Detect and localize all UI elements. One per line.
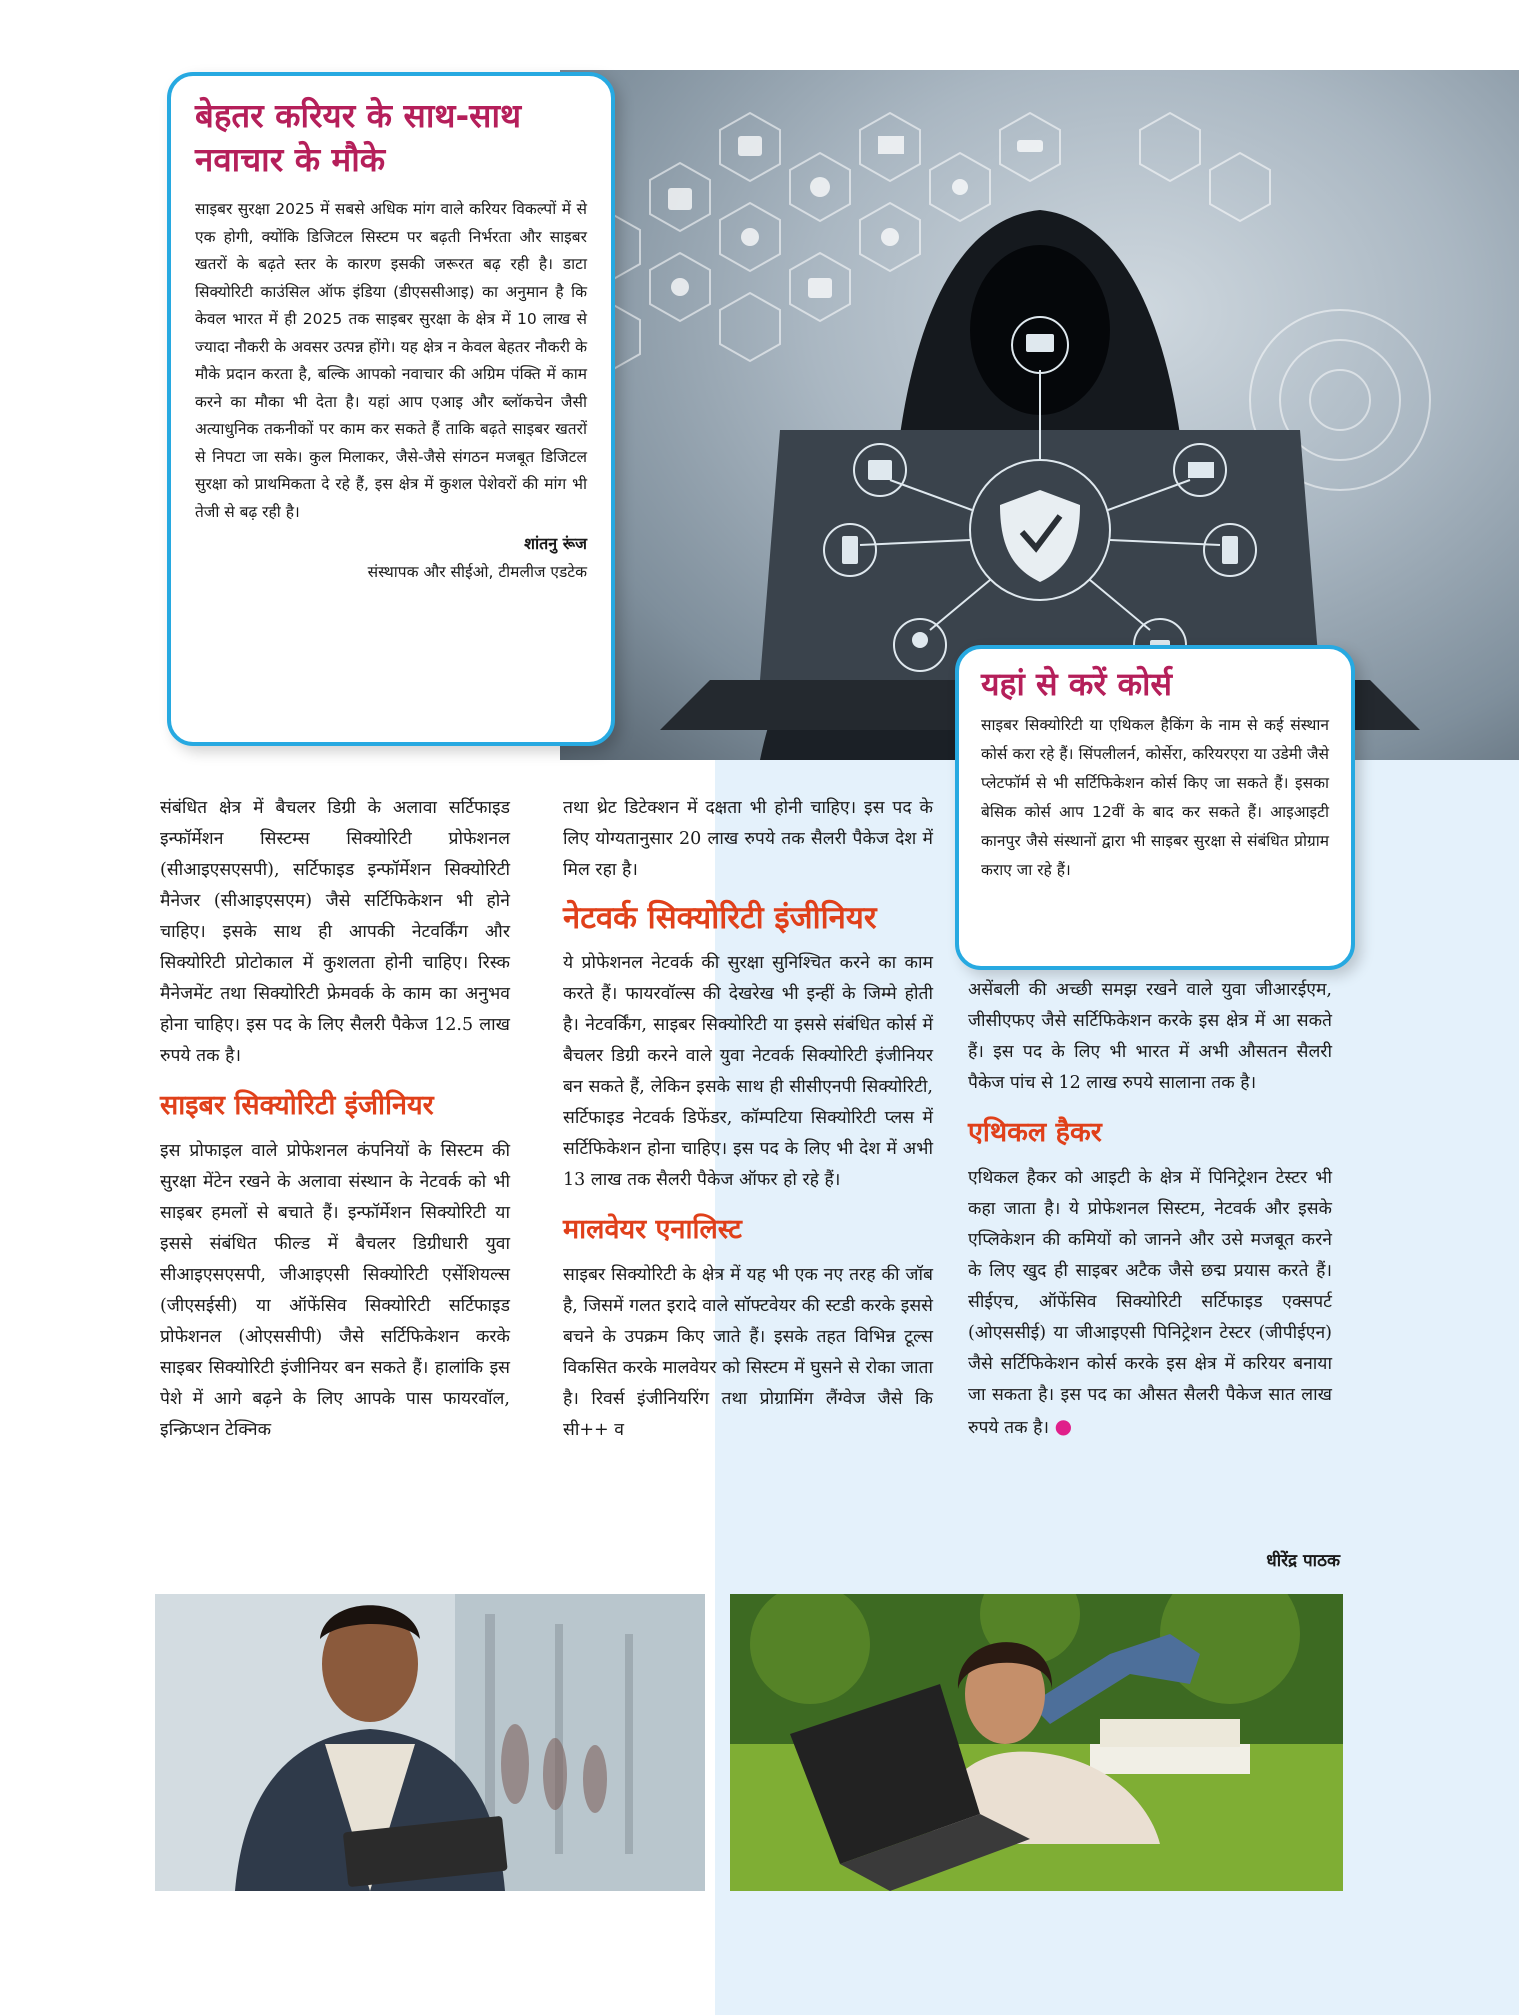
section-heading-malware-analyst: मालवेयर एनालिस्ट — [563, 1214, 742, 1245]
author-byline: धीरेंद्र पाठक — [1266, 1551, 1340, 1571]
paragraph-text: एथिकल हैकर को आइटी के क्षेत्र में पिनिट्रेशन टेस्टर भी कहा जाता है। ये प्रोफेशनल सिस्टम, नेटवर्क और इसके एप्लिकेशन की कमियों को जानने और उसे मजबूत करने के लिए खुद ही साइबर अटैक जैसे छद्म प्रयास करते हैं। सीईएच, ऑफेंसिव सिक्योरिटी सर्टिफाइड एक्सपर्ट (ओएससीई) या जीआइएसी पिनिट्रेशन टेस्टर (जीपीईएन) जैसे सर्टिफिकेशन कोर्स करके इस क्षेत्र में करियर बनाया जा सकता है। इस पद का औसत सैलरी पैकेज सात लाख रुपये तक है। — [968, 1168, 1332, 1438]
opinion-box-body: साइबर सुरक्षा 2025 में सबसे अधिक मांग वाले करियर विकल्पों में से एक होगी, क्योंकि डिजिटल सिस्टम पर बढ़ती निर्भरता और साइबर खतरों के बढ़ते स्तर के कारण इसकी जरूरत बढ़ रही है। डाटा सिक्योरिटी काउंसिल ऑफ इंडिया (डीएससीआइ) का अनुमान है कि केवल भारत में ही 2025 तक साइबर सुरक्षा के क्षेत्र में 10 लाख से ज्यादा नौकरी के अवसर उत्पन्न होंगे। यह क्षेत्र न केवल बेहतर नौकरी के मौके प्रदान करता है, बल्कि आपको नवाचार की अग्रिम पंक्ति में काम करने का मौका भी देता है। यहां आप एआइ और ब्लॉकचेन जैसी अत्याधुनिक तकनीकों पर काम कर सकते हैं ताकि बढ़ते साइबर खतरों से निपटा जा सके। कुल मिलाकर, जैसे-जैसे संगठन मजबूत डिजिटल सुरक्षा को प्राथमिकता दे रहे हैं, इस क्षेत्र में कुशल पेशेवरों की मांग भी तेजी से बढ़ रही है। — [195, 200, 587, 521]
paragraph — [968, 1163, 1332, 1444]
signature-name: शांतनु रूंज — [524, 534, 587, 553]
opinion-box — [167, 72, 615, 746]
article-column-3 — [968, 975, 1332, 1444]
section-heading-ethical-hacker: एथिकल हैकर — [968, 1117, 1102, 1148]
paragraph: इस प्रोफाइल वाले प्रोफेशनल कंपनियों के सिस्टम की सुरक्षा मेंटेन रखने के अलावा संस्थान के नेटवर्क को भी साइबर हमलों से बचाते हैं। इन्फॉर्मेशन सिक्योरिटी या इससे संबंधित फील्ड में बैचलर डिग्रीधारी युवा सीआइएसएसपी, जीआइएसी सिक्योरिटी एसेंशियल्स (जीएसईसी) या ऑफेंसिव सिक्योरिटी सर्टिफाइड प्रोफेशनल (ओएससीपी) जैसे सर्टिफिकेशन करके साइबर सिक्योरिटी इंजीनियर बन सकते हैं। हालांकि इस पेशे में आगे बढ़ने के लिए आपके पास फायरवॉल, इन्क्रिप्शन टेक्निक — [160, 1141, 510, 1440]
opinion-box-title: बेहतर करियर के साथ-साथ नवाचार के मौके — [195, 96, 522, 179]
paragraph: तथा थ्रेट डिटेक्शन में दक्षता भी होनी चाहिए। इस पद के लिए योग्यतानुसार 20 लाख रुपये तक सैलरी पैकेज देश में मिल रहा है। — [563, 798, 933, 880]
courses-box — [955, 645, 1355, 970]
paragraph: ये प्रोफेशनल नेटवर्क की सुरक्षा सुनिश्चित करने का काम करते हैं। फायरवॉल्स की देखरेख भी इन्हीं के जिम्मे होती है। नेटवर्किंग, साइबर सिक्योरिटी या इससे संबंधित कोर्स में बैचलर डिग्री करने वाले युवा नेटवर्क सिक्योरिटी इंजीनियर बन सकते हैं, लेकिन इसके साथ ही सीसीएनपी सिक्योरिटी, सर्टिफाइड नेटवर्क डिफेंडर, कॉम्पटिया सिक्योरिटी प्लस में सर्टिफिकेशन होना चाहिए। इस पद के लिए भी देश में अभी 13 लाख तक सैलरी पैकेज ऑफर हो रहे हैं। — [563, 953, 933, 1190]
section-heading-network-security-engineer: नेटवर्क सिक्योरिटी इंजीनियर — [563, 900, 877, 936]
end-mark: ● — [1054, 1414, 1073, 1438]
student-photo — [155, 1594, 705, 1891]
courses-box-title: यहां से करें कोर्स — [981, 665, 1173, 703]
article-column-1 — [160, 793, 510, 1446]
signature-title: संस्थापक और सीईओ, टीमलीज एडटेक — [367, 563, 587, 581]
paragraph: साइबर सिक्योरिटी के क्षेत्र में यह भी एक नए तरह की जॉब है, जिसमें गलत इरादे वाले सॉफ्टवेयर की स्टडी करके इससे बचने के उपक्रम किए जाते हैं। इसके तहत विभिन्न टूल्स विकसित करके मालवेयर को सिस्टम में घुसने से रोका जाता है। रिवर्स इंजीनियरिंग तथा प्रोग्रामिंग लैंग्वेज जैसे कि सी++ व — [563, 1265, 933, 1440]
article-column-2 — [563, 793, 933, 1446]
courses-box-body: साइबर सिक्योरिटी या एथिकल हैकिंग के नाम से कई संस्थान कोर्स करा रहे हैं। सिंपलीलर्न, कोर्सेरा, करियरएरा या उडेमी जैसे प्लेटफॉर्म से भी सर्टिफिकेशन कोर्स किए जा सकते हैं। इसका बेसिक कोर्स आप 12वीं के बाद कर सकते हैं। आइआइटी कानपुर जैसे संस्थानों द्वारा भी साइबर सुरक्षा से संबंधित प्रोग्राम कराए जा रहे हैं। — [981, 716, 1329, 879]
paragraph: असेंबली की अच्छी समझ रखने वाले युवा जीआरईएम, जीसीएफए जैसे सर्टिफिकेशन करके इस क्षेत्र में आ सकते हैं। इस पद के लिए भी भारत में अभी औसतन सैलरी पैकेज पांच से 12 लाख रुपये सालाना तक है। — [968, 980, 1332, 1093]
section-heading-cyber-security-engineer: साइबर सिक्योरिटी इंजीनियर — [160, 1090, 434, 1121]
paragraph: संबंधित क्षेत्र में बैचलर डिग्री के अलावा सर्टिफाइड इन्फॉर्मेशन सिस्टम्स सिक्योरिटी प्रोफेशनल (सीआइएसएसपी), सर्टिफाइड इन्फॉर्मेशन सिक्योरिटी मैनेजर (सीआइएसएम) जैसे सर्टिफिकेशन भी होने चाहिए। इसके साथ ही आपकी नेटवर्किंग और सिक्योरिटी प्रोटोकाल में कुशलता होनी चाहिए। रिस्क मैनेजमेंट तथा सिक्योरिटी फ्रेमवर्क के काम का अनुभव होना चाहिए। इस पद के लिए सैलरी पैकेज 12.5 लाख रुपये तक है। — [160, 798, 510, 1066]
girl-laptop-photo — [730, 1594, 1343, 1891]
